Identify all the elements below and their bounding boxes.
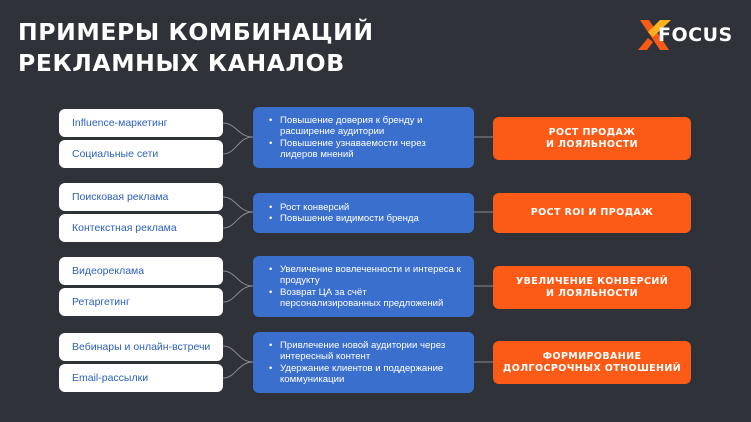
benefits-box — [253, 107, 474, 168]
channel-box: Видеореклама — [59, 257, 223, 285]
connector-line — [223, 137, 253, 154]
channel-box: Ретаргетинг — [59, 288, 223, 316]
result-label: РОСТ ПРОДАЖ И ЛОЯЛЬНОСТИ — [546, 127, 638, 150]
benefit-item: • Удержание клиентов и поддержание коммуникации — [267, 363, 466, 385]
benefit-item: • Повышение узнаваемости через лидеров мнений — [267, 138, 466, 160]
channel-box: Контекстная реклама — [59, 214, 223, 242]
channel-box: Вебинары и онлайн-встречи — [59, 333, 223, 361]
logo-wordmark: FOCUS — [658, 24, 733, 46]
result-label: РОСТ ROI И ПРОДАЖ — [530, 207, 654, 219]
result-box — [493, 193, 691, 233]
benefits-box — [253, 332, 474, 393]
channel-box: Поисковая реклама — [59, 183, 223, 211]
connector-line — [223, 212, 253, 228]
connector-line — [223, 346, 253, 362]
page-title-line-2: РЕКЛАМНЫХ КАНАЛОВ — [18, 49, 345, 77]
connector-line — [223, 197, 253, 212]
result-box — [493, 266, 691, 309]
benefit-item: • Повышение доверия к бренду и расширение аудитории — [267, 115, 466, 137]
benefits-box — [253, 256, 474, 317]
result-label: УВЕЛИЧЕНИЕ КОНВЕРСИЙ И ЛОЯЛЬНОСТИ — [515, 276, 669, 299]
channel-box: Influence-маркетинг — [59, 109, 223, 137]
result-label: ФОРМИРОВАНИЕ ДОЛГОСРОЧНЫХ ОТНОШЕНИЙ — [502, 351, 682, 374]
channel-box: Email-рассылки — [59, 364, 223, 392]
result-box — [493, 117, 691, 160]
connector-line — [223, 271, 253, 286]
connector-line — [223, 362, 253, 378]
result-box — [493, 341, 691, 384]
page-title-line-1: ПРИМЕРЫ КОМБИНАЦИЙ — [18, 18, 374, 46]
channel-box: Социальные сети — [59, 140, 223, 168]
benefit-item: • Увеличение вовлеченности и интереса к продукту — [267, 264, 466, 286]
benefit-item: • Возврат ЦА за счёт персонализированных предложений — [267, 287, 466, 309]
connector-line — [223, 286, 253, 302]
benefit-item: • Привлечение новой аудитории через интересный контент — [267, 340, 466, 362]
connector-line — [223, 123, 253, 137]
benefit-item: • Повышение видимости бренда — [267, 213, 466, 224]
benefit-item: • Рост конверсий — [267, 202, 466, 213]
benefits-box — [253, 193, 474, 233]
